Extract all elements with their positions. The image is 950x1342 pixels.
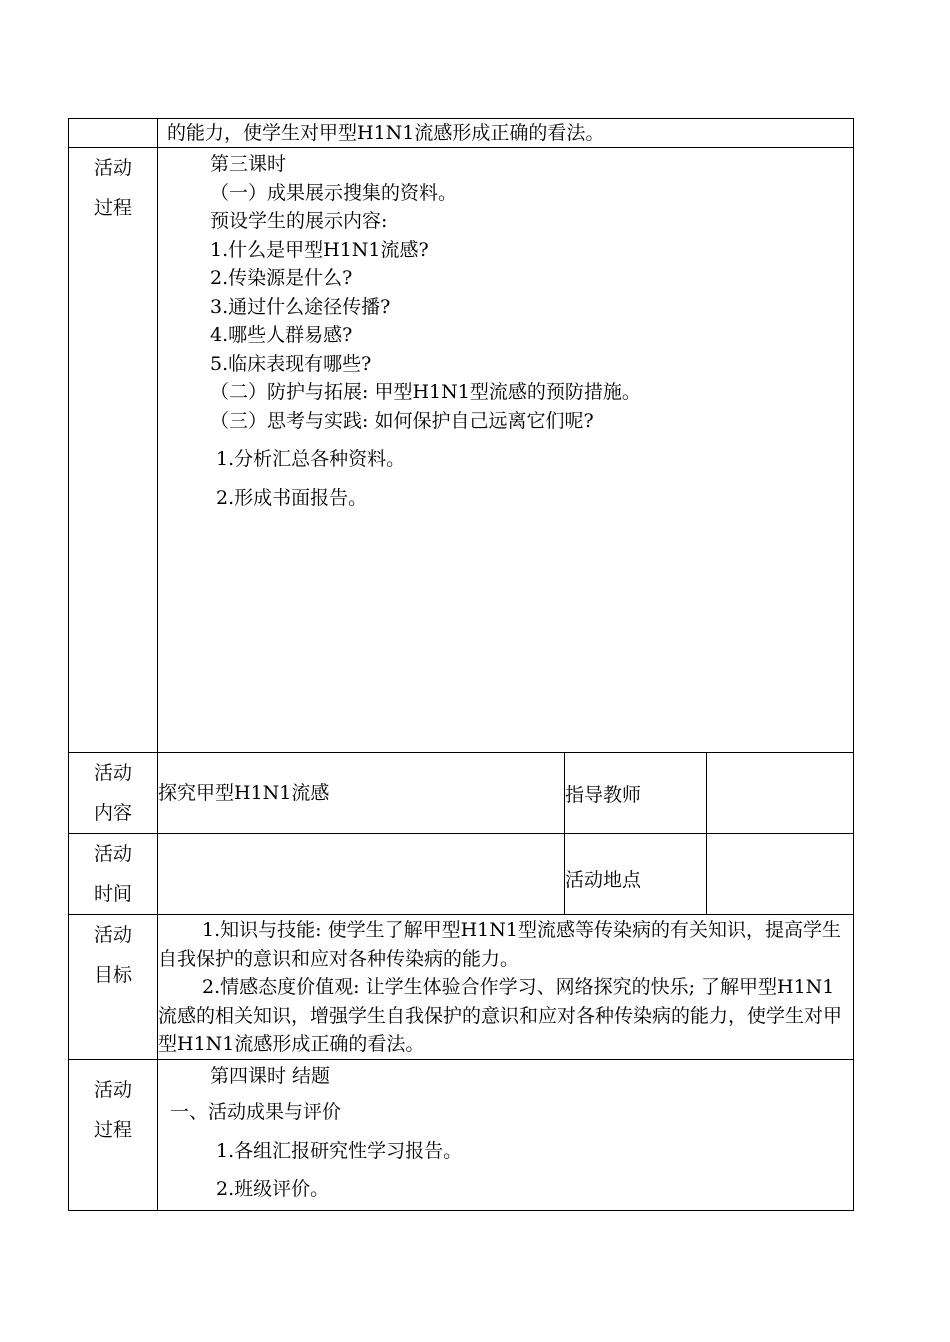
process-content-cell-2 <box>158 1059 854 1210</box>
process-line: （三）思考与实践: 如何保护自己远离它们呢? <box>210 409 594 432</box>
continuation-text: 的能力，使学生对甲型H1N1流感形成正确的看法。 <box>158 119 854 148</box>
activity-time-value <box>158 834 565 915</box>
place-value <box>707 834 854 915</box>
process-line: 预设学生的展示内容: <box>210 210 388 232</box>
row-label-line: 活动 <box>93 924 132 946</box>
process-line: （一）成果展示搜集的资料。 <box>210 181 458 204</box>
teacher-value <box>707 753 854 834</box>
process-content-cell <box>158 148 854 753</box>
row-label-line: 活动 <box>93 157 132 179</box>
process-step: 2.形成书面报告。 <box>216 486 368 509</box>
lesson-title: 第四课时 结题 <box>210 1064 331 1087</box>
process-line: 3.通过什么途径传播? <box>210 295 391 318</box>
section-heading: 一、活动成果与评价 <box>170 1101 342 1123</box>
process-line: （二）防护与拓展: 甲型H1N1型流感的预防措施。 <box>210 381 641 403</box>
process-line: 4.哪些人群易感? <box>210 324 353 346</box>
row-label-process-2 <box>69 1059 158 1210</box>
row-label-line: 时间 <box>93 883 132 905</box>
lesson-title: 第三课时 <box>210 153 287 175</box>
row-label-line: 活动 <box>93 843 132 865</box>
table-row-time <box>69 834 854 915</box>
row-label-line: 目标 <box>93 964 132 986</box>
process-step: 2.班级评价。 <box>216 1178 330 1200</box>
activity-content-value: 探究甲型H1N1流感 <box>158 753 565 834</box>
goal-paragraph: 2.情感态度价值观: 让学生体验合作学习、网络探究的快乐; 了解甲型H1N1流感的相关知识，增强学生自我保护的意识和应对各种传染病的能力，使学生对甲型H1N1流感形成正确的看法。 <box>158 976 843 1055</box>
activity-plan-table <box>68 118 854 1211</box>
goals-content-cell <box>158 915 854 1060</box>
process-line: 5.临床表现有哪些? <box>210 352 372 375</box>
empty-label-cell <box>69 119 158 148</box>
process-step: 1.各组汇报研究性学习报告。 <box>216 1139 463 1162</box>
row-label-line: 内容 <box>93 802 132 824</box>
process-step: 1.分析汇总各种资料。 <box>216 448 406 470</box>
table-row-content <box>69 753 854 834</box>
row-label-line: 过程 <box>93 1118 132 1141</box>
row-label-goals <box>69 915 158 1060</box>
process-line: 2.传染源是什么? <box>210 267 353 289</box>
table-row-process-lesson3 <box>69 148 854 753</box>
table-row-goals <box>69 915 854 1060</box>
goal-paragraph: 1.知识与技能: 使学生了解甲型H1N1型流感等传染病的有关知识，提高学生自我保护的意识和应对各种传染病的能力。 <box>158 919 841 970</box>
table-row-continuation <box>69 119 854 148</box>
process-line: 1.什么是甲型H1N1流感? <box>210 238 429 261</box>
row-label-line: 过程 <box>93 197 132 219</box>
teacher-label: 指导教师 <box>565 753 707 834</box>
place-label: 活动地点 <box>565 834 707 915</box>
row-label-line: 活动 <box>93 762 132 784</box>
row-label-line: 活动 <box>93 1078 132 1101</box>
table-row-process-lesson4 <box>69 1059 854 1210</box>
row-label-time <box>69 834 158 915</box>
row-label-content <box>69 753 158 834</box>
row-label-process <box>69 148 158 753</box>
